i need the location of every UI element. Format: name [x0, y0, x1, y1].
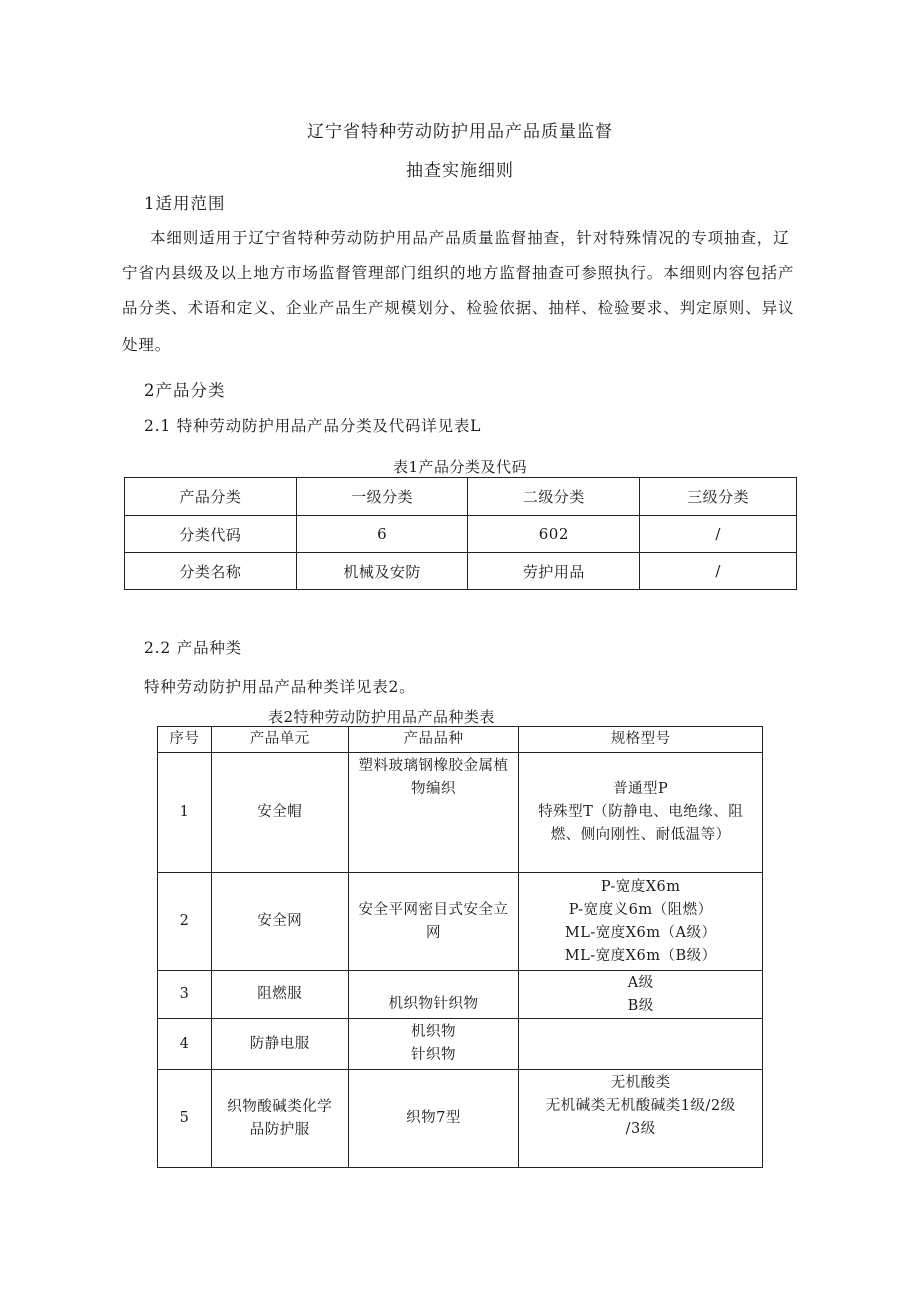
table2-spec-cell — [519, 1019, 763, 1070]
cell-line: 物编织 — [411, 781, 457, 797]
table-row — [158, 1019, 763, 1070]
table1-cell: 机械及安防 — [296, 553, 468, 590]
section1-line: 本细则适用于辽宁省特种劳动防护用品产品质量监督抽查，针对特殊情况的专项抽查，辽 — [150, 229, 790, 247]
table1-header-cell: 三级分类 — [640, 478, 797, 516]
section2-2-text: 特种劳动防护用品产品种类详见表2。 — [144, 678, 416, 696]
table1-caption: 表1产品分类及代码 — [392, 458, 528, 476]
cell-line: 无机碱类无机酸碱类1级/2级 — [545, 1098, 736, 1114]
cell-line: ML-宽度X6m（B级） — [564, 947, 717, 964]
table-row — [158, 1070, 763, 1168]
table1-header-cell: 一级分类 — [296, 478, 468, 516]
cell-line: P-宽度X6m — [600, 878, 681, 895]
section1-line: 宁省内县级及以上地方市场监督管理部门组织的地方监督抽查可参照执行。本细则内容包括产 — [122, 264, 795, 282]
table2-header-cell: 规格型号 — [519, 727, 763, 753]
cell-line: 织物7型 — [406, 1110, 461, 1126]
table2-no-cell: 3 — [158, 971, 212, 1019]
table1-cell: 602 — [468, 516, 640, 553]
table1 — [124, 477, 797, 590]
cell-line: 塑料玻璃钢橡胶金属植 — [358, 758, 509, 774]
table-row — [125, 553, 797, 590]
table1-cell: 分类名称 — [125, 553, 297, 590]
table2-unit-cell: 阻燃服 — [211, 971, 348, 1019]
cell-line: 燃、侧向刚性、耐低温等） — [550, 827, 731, 843]
table-row — [158, 873, 763, 971]
table2 — [157, 726, 763, 1168]
cell-line: 特殊型T（防静电、电绝缘、阻 — [538, 804, 744, 820]
cell-line: 安全平网密目式安全立 — [358, 901, 509, 918]
table2-header-cell: 序号 — [158, 727, 212, 753]
table-row — [125, 516, 797, 553]
document-title-line2: 抽查实施细则 — [406, 161, 514, 181]
section1-line: 处理。 — [122, 336, 172, 354]
cell-line: 织物酸碱类化学 — [227, 1098, 333, 1115]
table2-no-cell: 5 — [158, 1070, 212, 1168]
cell-line: 针织物 — [411, 1047, 457, 1063]
table1-cell: 分类代码 — [125, 516, 297, 553]
table-row — [158, 753, 763, 873]
table2-spec-cell — [519, 753, 763, 873]
section1-line: 品分类、术语和定义、企业产品生产规模划分、检验依据、抽样、检验要求、判定原则、异议 — [122, 299, 795, 317]
table2-variety-cell — [348, 753, 519, 873]
section2-1-text: 2.1 特种劳动防护用品产品分类及代码详见表L — [144, 417, 482, 435]
cell-line: 品防护服 — [249, 1121, 310, 1138]
table2-no-cell: 2 — [158, 873, 212, 971]
cell-line: B级 — [627, 997, 654, 1014]
cell-line: P-宽度义6m（阻燃） — [568, 901, 713, 918]
table2-variety-cell — [348, 1070, 519, 1168]
table1-cell: 劳护用品 — [468, 553, 640, 590]
table2-unit-cell: 安全帽 — [211, 753, 348, 873]
table1-header-cell: 二级分类 — [468, 478, 640, 516]
table2-no-cell: 4 — [158, 1019, 212, 1070]
table2-variety-cell — [348, 1019, 519, 1070]
section2-heading: 2产品分类 — [144, 381, 226, 400]
section2-2-heading: 2.2 产品种类 — [144, 639, 242, 657]
table2-header-row — [158, 727, 763, 753]
table2-caption: 表2特种劳动防护用品产品种类表 — [268, 708, 496, 726]
table2-spec-cell — [519, 971, 763, 1019]
cell-line: 机织物针织物 — [388, 996, 479, 1012]
cell-line: A级 — [627, 974, 654, 991]
table2-header-cell: 产品单元 — [211, 727, 348, 753]
table1-header-row — [125, 478, 797, 516]
cell-line: 网 — [426, 924, 442, 941]
table-row — [158, 971, 763, 1019]
table2-spec-cell — [519, 873, 763, 971]
table2-header-cell: 产品品种 — [348, 727, 519, 753]
table2-unit-cell: 安全网 — [211, 873, 348, 971]
table2-variety-cell — [348, 873, 519, 971]
table1-cell: / — [640, 516, 797, 553]
cell-line: ML-宽度X6m（A级） — [564, 924, 717, 941]
table1-header-cell: 产品分类 — [125, 478, 297, 516]
section1-heading: 1适用范围 — [144, 194, 226, 213]
cell-line: /3级 — [625, 1121, 656, 1137]
table1-cell: 6 — [296, 516, 468, 553]
table2-unit-cell: 防静电服 — [211, 1019, 348, 1070]
cell-line: 机织物 — [411, 1024, 457, 1040]
cell-line: 无机酸类 — [610, 1075, 671, 1091]
table2-variety-cell — [348, 971, 519, 1019]
cell-line: 普通型P — [613, 781, 669, 797]
document-title-line1: 辽宁省特种劳动防护用品产品质量监督 — [307, 122, 613, 142]
table2-unit-cell — [211, 1070, 348, 1168]
table2-no-cell: 1 — [158, 753, 212, 873]
table2-spec-cell — [519, 1070, 763, 1168]
table1-cell: / — [640, 553, 797, 590]
